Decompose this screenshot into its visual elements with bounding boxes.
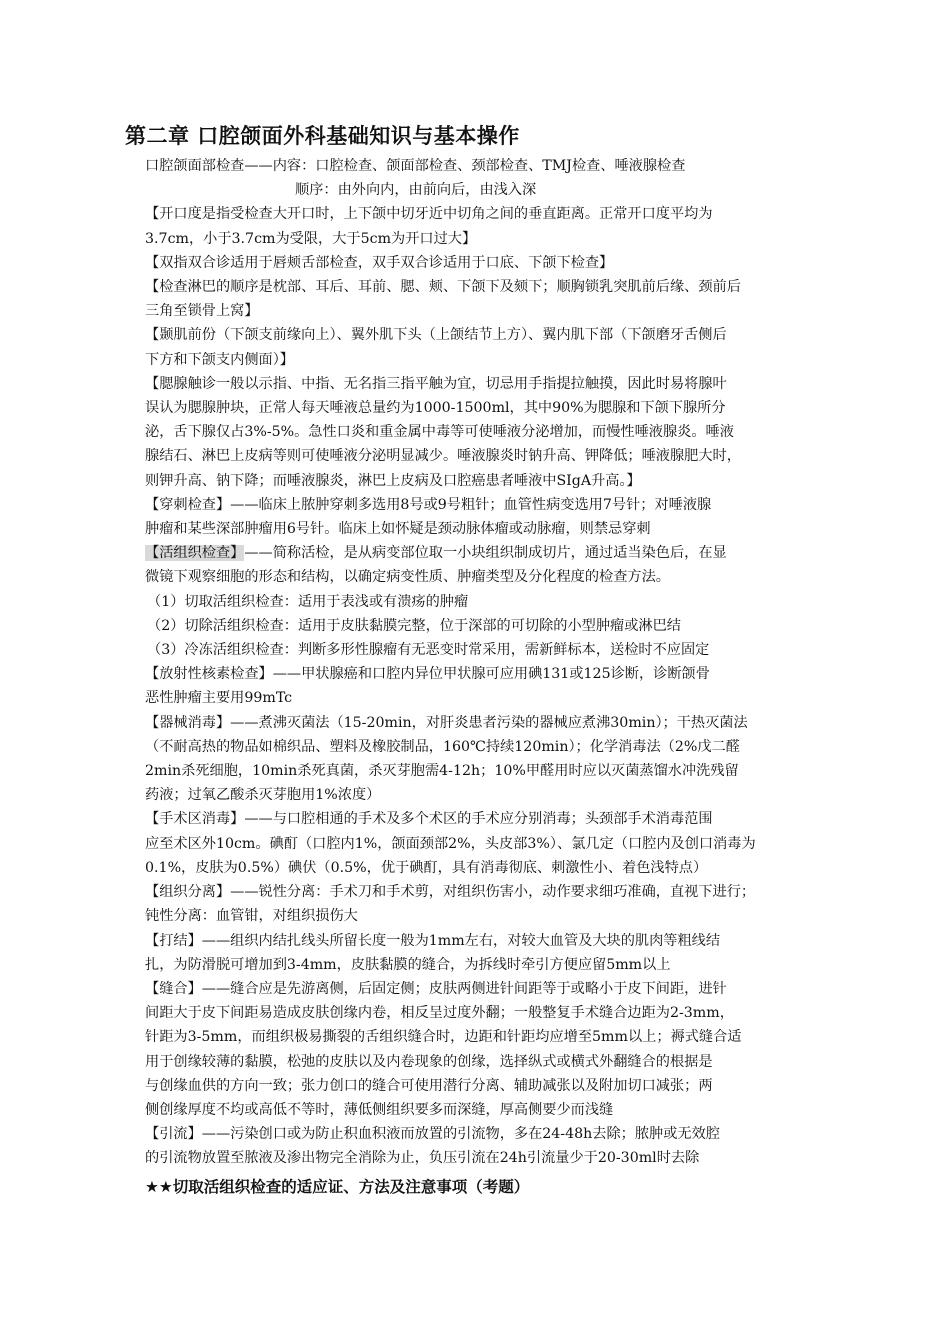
exam-question-heading: ★★切取活组织检查的适应证、方法及注意事项（考题） (145, 1177, 530, 1196)
paragraph-line: 钝性分离：血管钳，对组织损伤大 (145, 908, 358, 925)
list-item: （1）切取活组织检查：适用于表浅或有溃疡的肿瘤 (147, 593, 469, 610)
paragraph-line: 2min杀死细胞，10min杀死真菌，杀灭芽胞需4-12h；10%甲醛用时应以灭菌蒸馏水冲洗残留 (145, 763, 739, 780)
paragraph-line: 扎，为防滑脱可增加到3-4mm，皮肤黏膜的缝合，为拆线时牵引方便应留5mm以上 (145, 956, 671, 973)
paragraph-line: 三角至锁骨上窝】 (145, 303, 259, 320)
paragraph-line: 恶性肿瘤主要用99mTc (145, 690, 293, 707)
paragraph-line: 【器械消毒】——煮沸灭菌法（15-20min，对肝炎患者污染的器械应煮沸30min）；干热灭菌法 (145, 714, 748, 731)
paragraph-line: 【缝合】——缝合应是先游离侧，后固定侧；皮肤两侧进针间距等于或略小于皮下间距，进针 (145, 980, 727, 997)
list-item: （3）冷冻活组织检查：判断多形性腺瘤有无恶变时常采用，需新鲜标本，送检时不应固定 (147, 642, 710, 659)
paragraph-line: 与创缘血供的方向一致；张力创口的缝合可使用潜行分离、辅助减张以及附加切口减张；两 (145, 1077, 713, 1094)
paragraph-line: 则钾升高、钠下降；而唾液腺炎，淋巴上皮病及口腔癌患者唾液中SIgA升高。】 (145, 472, 641, 489)
highlighted-heading: 【活组织检查】 (145, 545, 245, 562)
paragraph-line: 【检查淋巴的顺序是枕部、耳后、耳前、腮、颊、下颌下及颏下；顺胸锁乳突肌前后缘、颈前后 (145, 279, 741, 296)
exam-order-line: 顺序：由外向内，由前向后，由浅入深 (295, 182, 537, 199)
paragraph-text: ——简称活检，是从病变部位取一小块组织制成切片，通过适当染色后，在显 (244, 545, 727, 562)
paragraph-line: 微镜下观察细胞的形态和结构，以确定病变性质、肿瘤类型及分化程度的检查方法。 (145, 569, 670, 586)
chapter-title: 第二章 口腔颌面外科基础知识与基本操作 (125, 124, 520, 148)
document-page (125, 118, 815, 1201)
paragraph-line: 【穿刺检查】——临床上脓肿穿刺多选用8号或9号粗针；血管性病变选用7号针；对唾液腺 (145, 496, 712, 513)
paragraph-line: 0.1%，皮肤为0.5%）碘伏（0.5%，优于碘酊，具有消毒彻底、刺激性小、着色浅特点） (145, 859, 708, 876)
paragraph-line: 【组织分离】——锐性分离：手术刀和手术剪，对组织伤害小，动作要求细巧准确，直视下进行； (145, 884, 756, 901)
paragraph-line: 误认为腮腺肿块，正常人每天唾液总量约为1000-1500ml，其中90%为腮腺和下颌下腺所分 (145, 400, 726, 417)
paragraph-line: 3.7cm，小于3.7cm为受限，大于5cm为开口过大】 (145, 230, 477, 247)
paragraph-line: 【引流】——污染创口或为防止积血积液而放置的引流物，多在24-48h去除；脓肿或无效腔 (145, 1126, 720, 1143)
exam-content-line: 口腔颌面部检查——内容：口腔检查、颌面部检查、颈部检查、TMJ检查、唾液腺检查 (145, 158, 686, 174)
paragraph-line: 腺结石、淋巴上皮病等则可使唾液分泌明显减少。唾液腺炎时钠升高、钾降低；唾液腺肥大时， (145, 448, 741, 465)
paragraph-line: 侧创缘厚度不均或高低不等时，薄低侧组织要多而深缝，厚高侧要少而浅缝 (145, 1101, 614, 1118)
list-item: （2）切除活组织检查：适用于皮肤黏膜完整，位于深部的可切除的小型肿瘤或淋巴结 (147, 617, 681, 634)
paragraph-line: 的引流物放置至脓液及渗出物完全消除为止，负压引流在24h引流量少于20-30ml时去除 (145, 1150, 700, 1167)
paragraph-line: 【放射性核素检查】——甲状腺癌和口腔内异位甲状腺可应用碘131或125诊断，诊断颌骨 (145, 666, 710, 683)
paragraph-line: 【打结】——组织内结扎线头所留长度一般为1mm左右，对较大血管及大块的肌肉等粗线结 (145, 932, 721, 949)
paragraph-line (145, 541, 815, 565)
paragraph-line: 针距为3-5mm，而组织极易撕裂的舌组织缝合时，边距和针距均应增至5mm以上；褥式缝合适 (145, 1029, 742, 1046)
paragraph-line: 【双指双合诊适用于唇颊舌部检查，双手双合诊适用于口底、下颌下检查】 (145, 254, 614, 271)
paragraph-line: 下方和下颌支内侧面）】 (145, 351, 294, 368)
paragraph-line: 应至术区外10cm。碘酊（口腔内1%，颌面颈部2%，头皮部3%）、氯几定（口腔内及创口消毒为 (145, 835, 756, 852)
paragraph-line: 【颞肌前份（下颌支前缘向上）、翼外肌下头（上颌结节上方）、翼内肌下部（下颌磨牙舌侧后 (145, 327, 727, 344)
paragraph-line: 【手术区消毒】——与口腔相通的手术及多个术区的手术应分别消毒；头颈部手术消毒范围 (145, 811, 713, 828)
paragraph-line: 泌，舌下腺仅占3%-5%。急性口炎和重金属中毒等可使唾液分泌增加，而慢性唾液腺炎。唾液 (145, 424, 734, 441)
paragraph-line: 药液；过氧乙酸杀灭芽胞用1%浓度） (145, 787, 381, 804)
paragraph-line: （不耐高热的物品如棉织品、塑料及橡胶制品，160℃持续120min）；化学消毒法（2%戊二醛 (145, 738, 740, 755)
paragraph-line: 间距大于皮下间距易造成皮肤创缘内卷，相反呈过度外翻；一般整复手术缝合边距为2-3mm， (145, 1005, 734, 1022)
paragraph-line: 肿瘤和某些深部肿瘤用6号针。临床上如怀疑是颈动脉体瘤或动脉瘤，则禁忌穿刺 (145, 521, 651, 538)
paragraph-line: 用于创缘较薄的黏膜，松弛的皮肤以及内卷现象的创缘，选择纵式或横式外翻缝合的根据是 (145, 1053, 713, 1070)
paragraph-line: 【开口度是指受检查大开口时，上下颌中切牙近中切角之间的垂直距离。正常开口度平均为 (145, 206, 713, 223)
paragraph-line: 【腮腺触诊一般以示指、中指、无名指三指平触为宜，切忌用手指提拉触摸，因此时易将腺叶 (145, 375, 727, 392)
